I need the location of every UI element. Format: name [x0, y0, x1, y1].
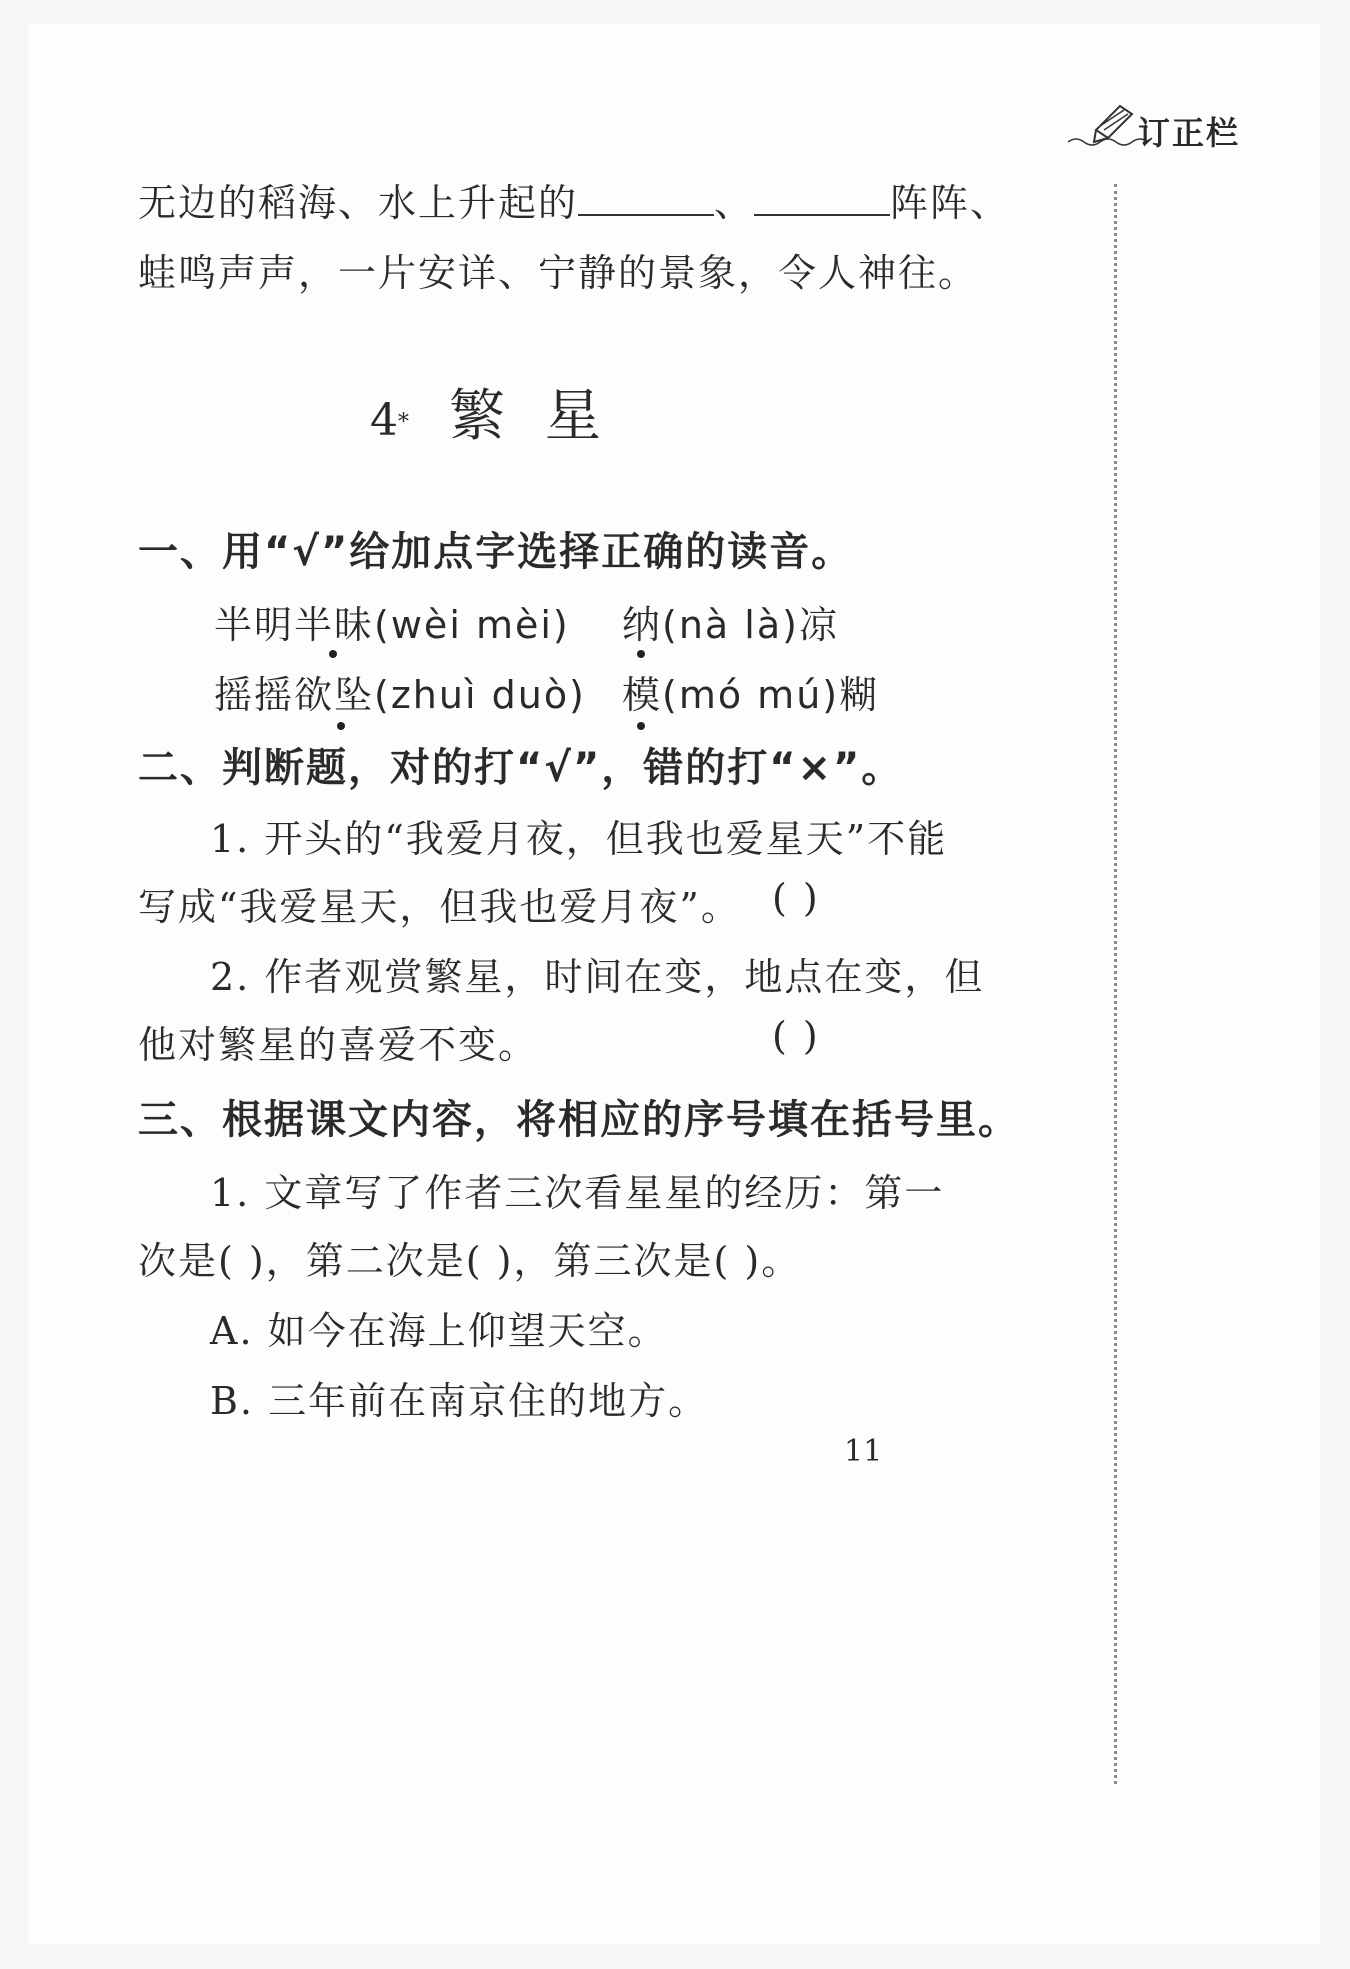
intro-text-b: 阵阵、: [890, 181, 1011, 225]
item-3-pinyin-options[interactable]: (zhuì duò): [374, 673, 586, 717]
option-a: A. 如今在海上仰望天空。: [210, 1309, 668, 1353]
item-3-dotted-char: 坠: [334, 673, 375, 717]
order-q1-line-1: 1. 文章写了作者三次看星星的经历：第一: [210, 1171, 945, 1215]
pinyin-item-1: [214, 594, 570, 649]
emphasis-dot: [337, 722, 345, 730]
judge-q2-answer-paren[interactable]: ( ): [772, 1014, 820, 1058]
item-2-suffix: 凉: [798, 603, 839, 647]
item-1-dotted-char: 昧: [334, 603, 375, 647]
emphasis-dot: [329, 650, 337, 658]
section-1-heading: 一、用“√”给加点字选择正确的读音。: [138, 529, 854, 575]
item-4-suffix: 糊: [839, 673, 880, 717]
intro-line-1: [138, 172, 1010, 227]
item-1-prefix: 半明半: [214, 603, 335, 647]
item-2-dotted-char: 纳: [622, 603, 663, 647]
judge-q1-line-2: 写成“我爱星天，但我也爱月夜”。: [138, 885, 741, 929]
judge-q2-line-1: 2. 作者观赏繁星，时间在变，地点在变，但: [210, 955, 985, 999]
intro-line-2: [138, 242, 978, 297]
order-q1-line-2[interactable]: 次是( )，第二次是( )，第三次是( )。: [138, 1239, 802, 1283]
emphasis-dot: [637, 650, 645, 658]
section-2-heading: 二、判断题，对的打“√”，错的打“×”。: [138, 745, 904, 791]
fill-blank-1[interactable]: [578, 212, 714, 216]
judge-q2-line-2: 他对繁星的喜爱不变。: [138, 1023, 539, 1067]
judge-q1-line-1: 1. 开头的“我爱月夜，但我也爱星天”不能: [210, 817, 948, 861]
fill-blank-2[interactable]: [754, 212, 890, 216]
option-b: B. 三年前在南京住的地方。: [210, 1379, 709, 1423]
intro-text-a: 无边的稻海、水上升起的: [138, 181, 579, 225]
item-3-prefix: 摇摇欲: [214, 673, 335, 717]
lesson-number: 4: [370, 395, 398, 446]
intro-separator: 、: [714, 181, 755, 225]
lesson-star: *: [398, 409, 409, 435]
dotted-divider: [1114, 184, 1117, 1784]
emphasis-dot: [637, 722, 645, 730]
intro-text-2: 蛙鸣声声，一片安详、宁静的景象，令人神往。: [138, 251, 979, 295]
pinyin-item-4: [622, 664, 879, 719]
lesson-title: [370, 372, 641, 452]
workbook-page: [28, 24, 1320, 1944]
item-2-pinyin-options[interactable]: (nà là): [662, 603, 799, 647]
lesson-name: 繁星: [449, 384, 641, 449]
item-1-pinyin-options[interactable]: (wèi mèi): [374, 603, 570, 647]
judge-q1-answer-paren[interactable]: ( ): [772, 876, 820, 920]
page-number: 11: [844, 1434, 883, 1469]
correction-column-label: 订正栏: [1138, 114, 1241, 152]
pinyin-item-2: [622, 594, 839, 649]
item-4-dotted-char: 模: [622, 673, 663, 717]
pinyin-item-3: [214, 664, 586, 719]
section-3-heading: 三、根据课文内容，将相应的序号填在括号里。: [138, 1097, 1020, 1143]
item-4-pinyin-options[interactable]: (mó mú): [662, 673, 840, 717]
